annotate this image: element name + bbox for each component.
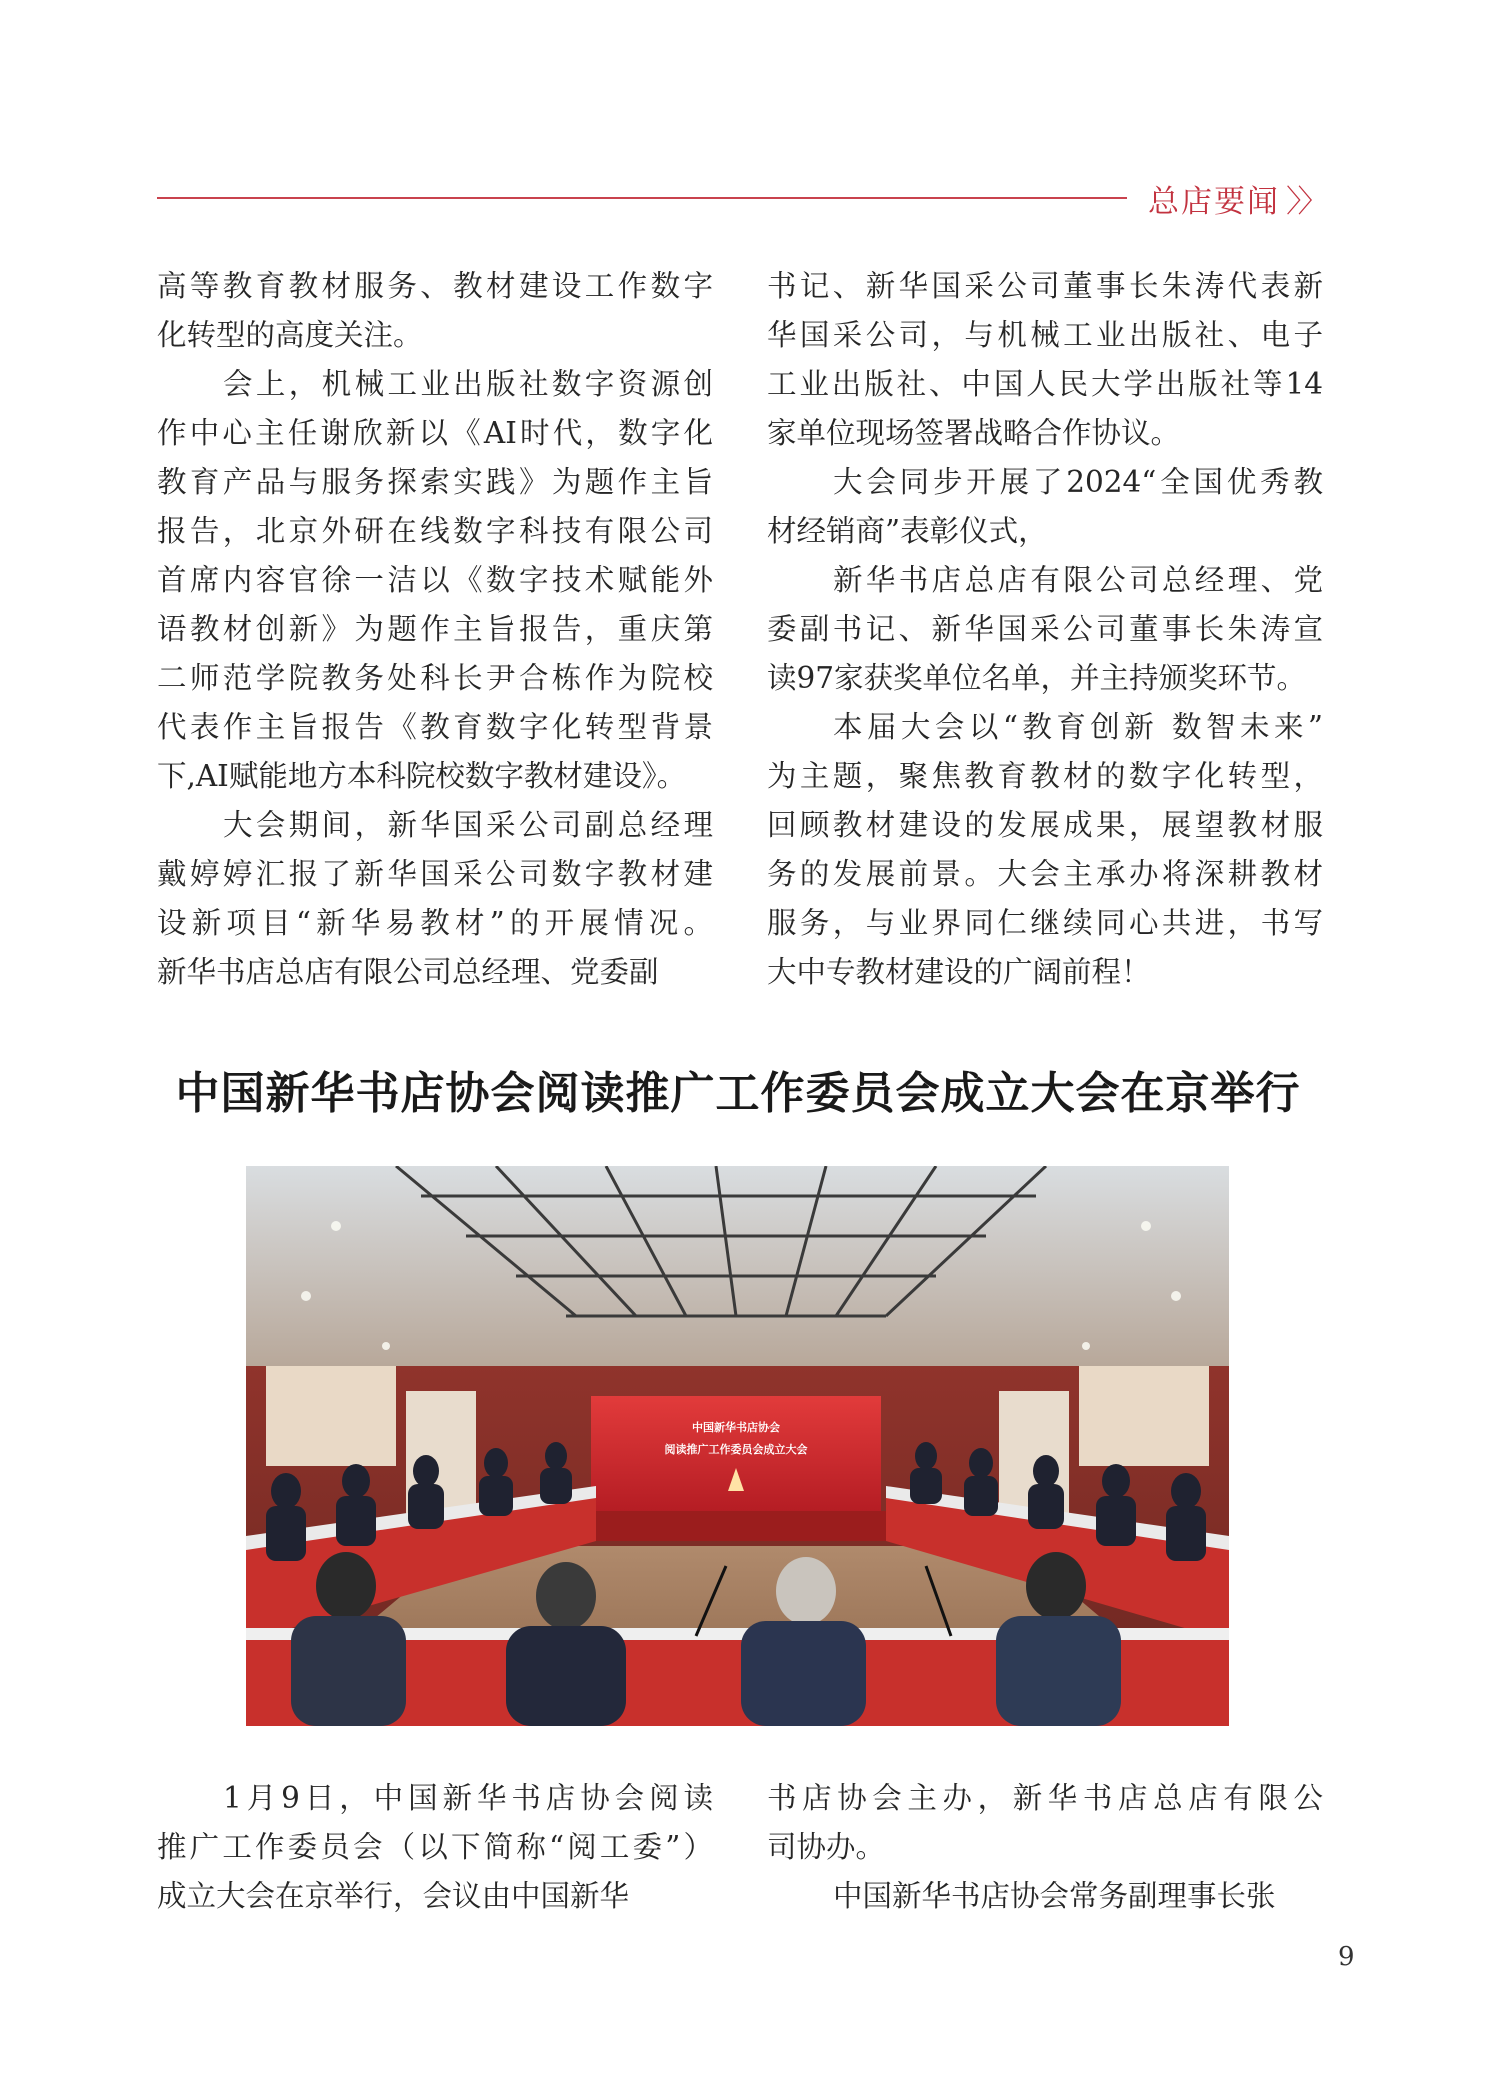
article1-right-column bbox=[767, 262, 1323, 997]
text-line: 司协办。 bbox=[767, 1830, 886, 1864]
text-line: 首席内容官徐一洁以《数字技术赋能外 bbox=[157, 563, 713, 597]
text-line: 下,AI赋能地方本科院校数字教材建设》。 bbox=[157, 759, 687, 793]
text-line: 书店协会主办，新华书店总店有限公 bbox=[767, 1781, 1323, 1815]
paragraph bbox=[157, 262, 713, 360]
screen-line1: 中国新华书店协会 bbox=[692, 1421, 780, 1434]
paragraph bbox=[767, 262, 1323, 458]
section-title: 总店要闻 bbox=[1148, 184, 1280, 220]
text-line: 二师范学院教务处科长尹合栋作为院校 bbox=[157, 661, 713, 695]
text-line: 大会同步开展了2024“全国优秀教 bbox=[833, 465, 1323, 499]
paragraph bbox=[157, 801, 713, 997]
text-line: 化转型的高度关注。 bbox=[157, 318, 423, 352]
text-line: 高等教育教材服务、教材建设工作数字 bbox=[157, 269, 713, 303]
text-line: 成立大会在京举行，会议由中国新华 bbox=[157, 1879, 630, 1913]
screen-line2: 阅读推广工作委员会成立大会 bbox=[664, 1443, 808, 1456]
text-line: 家单位现场签署战略合作协议。 bbox=[767, 416, 1181, 450]
text-line: 读97家获奖单位名单，并主持颁奖环节。 bbox=[767, 661, 1307, 695]
text-line: 新华书店总店有限公司总经理、党委副 bbox=[157, 955, 659, 989]
text-line: 会上，机械工业出版社数字资源创 bbox=[223, 367, 713, 401]
article2-headline: 中国新华书店协会阅读推广工作委员会成立大会在京举行 bbox=[175, 1068, 1301, 1119]
text-line: 大中专教材建设的广阔前程！ bbox=[767, 955, 1151, 989]
text-line: 新华书店总店有限公司总经理、党 bbox=[833, 563, 1323, 597]
text-line: 委副书记、新华国采公司董事长朱涛宣 bbox=[767, 612, 1323, 646]
text-line: 报告，北京外研在线数字科技有限公司 bbox=[157, 514, 713, 548]
text-line: 书记、新华国采公司董事长朱涛代表新 bbox=[767, 269, 1323, 303]
section-label bbox=[1148, 176, 1325, 220]
text-line: 回顾教材建设的发展成果，展望教材服 bbox=[767, 808, 1323, 842]
text-line: 为主题，聚焦教育教材的数字化转型， bbox=[767, 759, 1323, 793]
paragraph bbox=[767, 458, 1323, 556]
meeting-photo bbox=[246, 1166, 1229, 1726]
chevron-right-icon: 〉〉 bbox=[1286, 184, 1325, 220]
paragraph bbox=[767, 556, 1323, 703]
text-line: 戴婷婷汇报了新华国采公司数字教材建 bbox=[157, 857, 713, 891]
text-line: 1月9日，中国新华书店协会阅读 bbox=[223, 1781, 713, 1815]
text-line: 推广工作委员会（以下简称“阅工委”） bbox=[157, 1830, 713, 1864]
text-line: 语教材创新》为题作主旨报告，重庆第 bbox=[157, 612, 713, 646]
text-line: 代表作主旨报告《教育数字化转型背景 bbox=[157, 710, 713, 744]
paragraph bbox=[767, 703, 1323, 997]
text-line: 务的发展前景。大会主承办将深耕教材 bbox=[767, 857, 1323, 891]
article2-right-column bbox=[767, 1774, 1323, 1921]
article1-left-column bbox=[157, 262, 713, 997]
article2-left-column bbox=[157, 1774, 713, 1921]
text-line: 大会期间，新华国采公司副总经理 bbox=[223, 808, 713, 842]
text-line: 华国采公司，与机械工业出版社、电子 bbox=[767, 318, 1323, 352]
text-line: 工业出版社、中国人民大学出版社等14 bbox=[767, 367, 1323, 401]
text-line: 教育产品与服务探索实践》为题作主旨 bbox=[157, 465, 713, 499]
text-line: 设新项目“新华易教材”的开展情况。 bbox=[157, 906, 713, 940]
text-line: 材经销商”表彰仪式， bbox=[767, 514, 1048, 548]
paragraph bbox=[157, 360, 713, 801]
text-line: 中国新华书店协会常务副理事长张 bbox=[833, 1879, 1276, 1913]
text-line: 本届大会以“教育创新 数智未来” bbox=[833, 710, 1323, 744]
paragraph bbox=[767, 1774, 1323, 1872]
text-line: 服务，与业界同仁继续同心共进，书写 bbox=[767, 906, 1323, 940]
text-line: 作中心主任谢欣新以《AI时代，数字化 bbox=[157, 416, 713, 450]
paragraph bbox=[767, 1872, 1323, 1921]
header-rule bbox=[157, 197, 1127, 199]
page-number: 9 bbox=[1338, 1942, 1355, 1972]
paragraph bbox=[157, 1774, 713, 1921]
